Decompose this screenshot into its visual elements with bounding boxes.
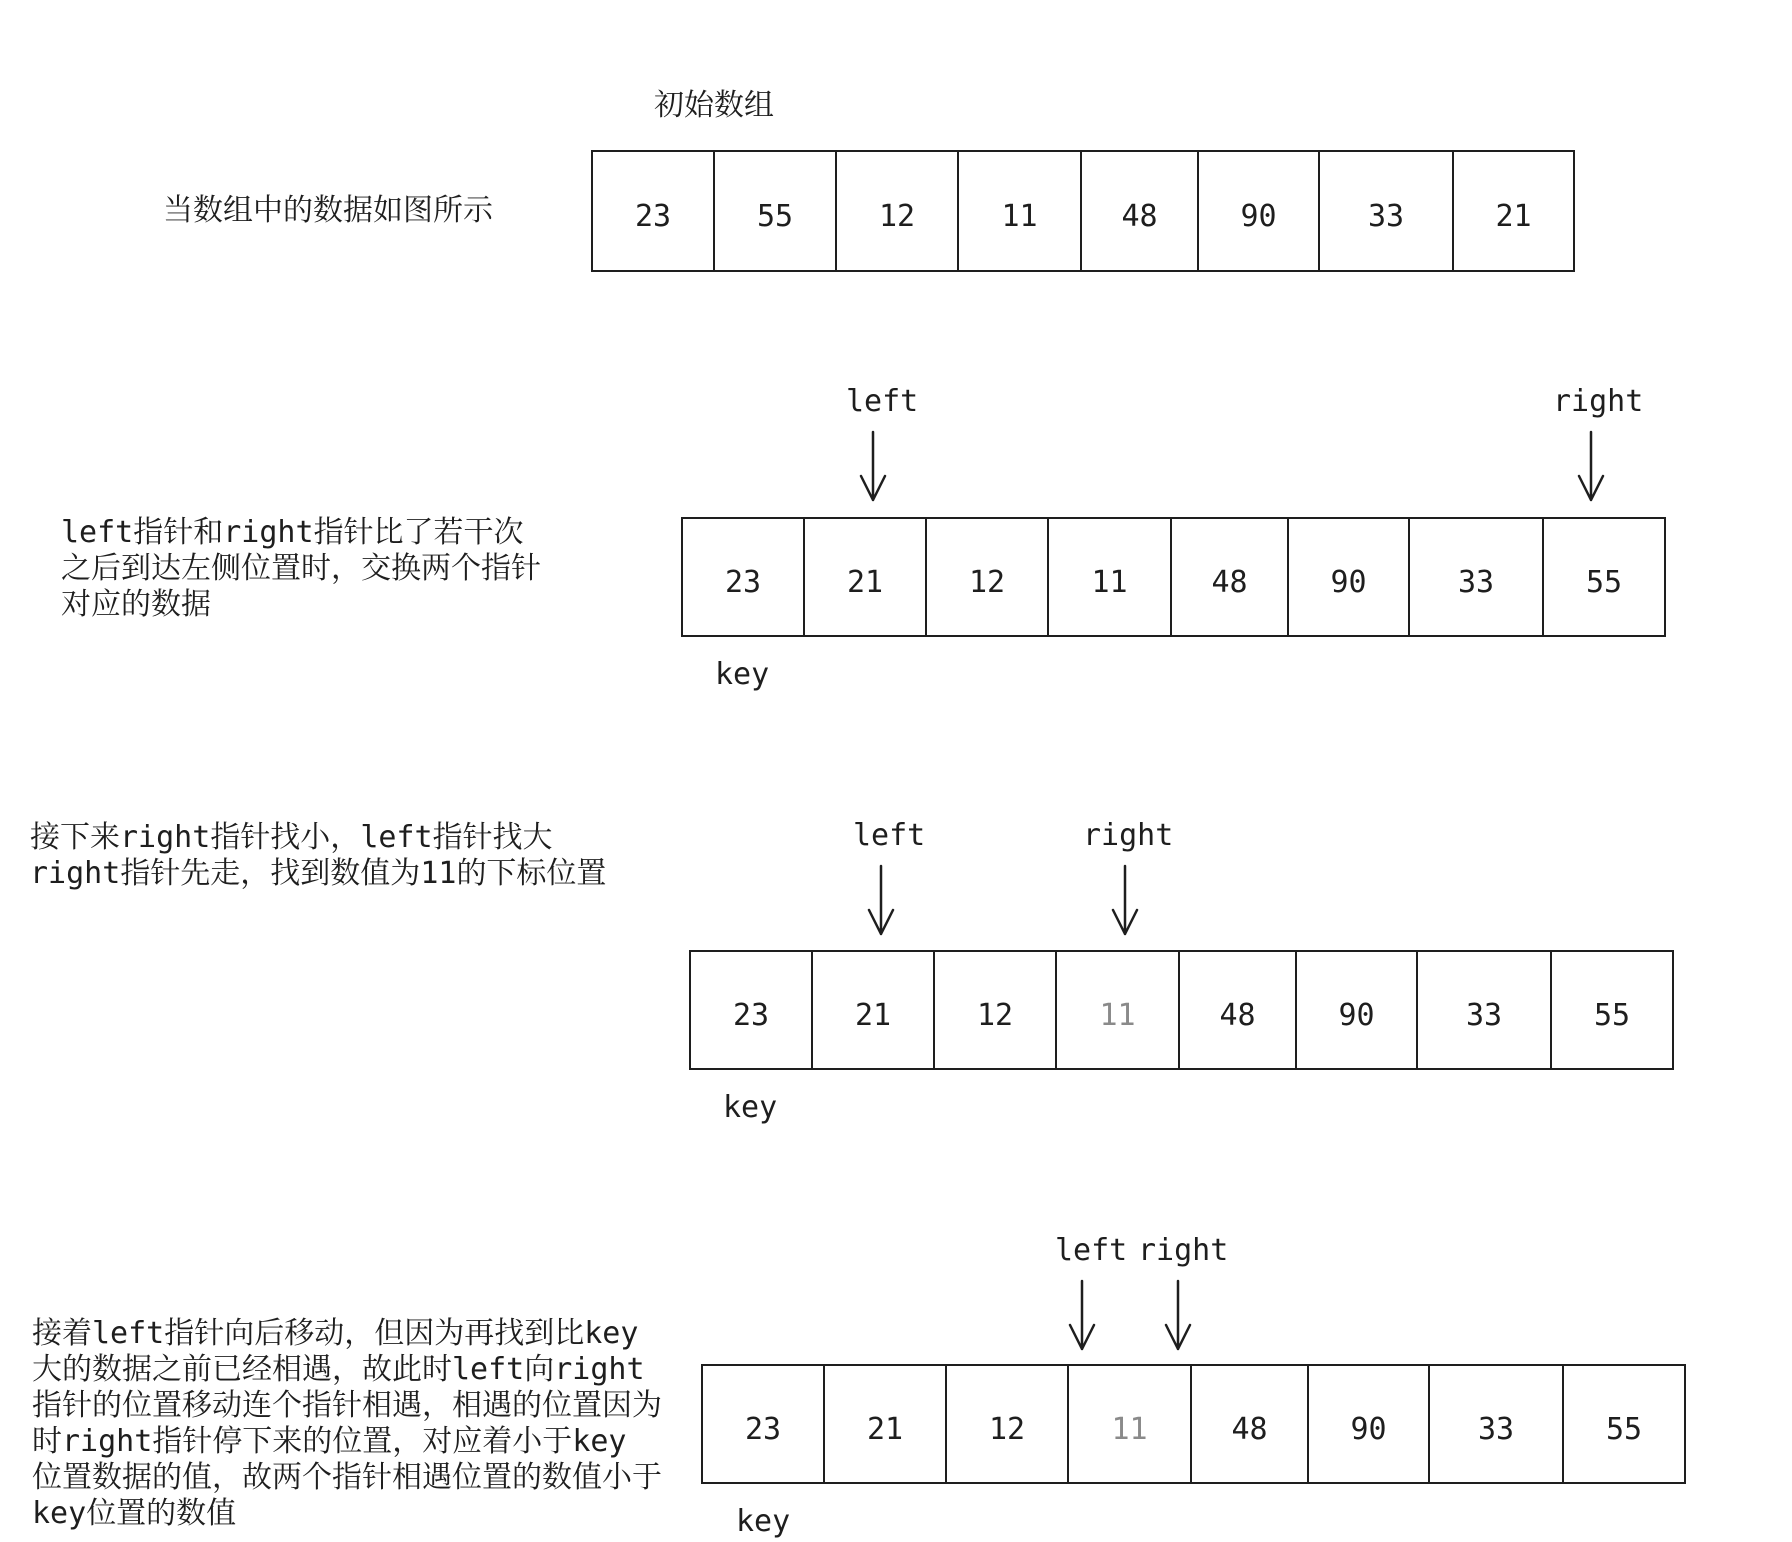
array-cell: 33 bbox=[1428, 1364, 1564, 1484]
array-cell: 55 bbox=[1542, 517, 1666, 637]
array-cell: 90 bbox=[1307, 1364, 1430, 1484]
right-pointer-arrow bbox=[1163, 1279, 1193, 1354]
array-cell: 21 bbox=[1452, 150, 1575, 272]
array-cell: 12 bbox=[933, 950, 1057, 1070]
array-cell: 21 bbox=[823, 1364, 947, 1484]
array-cell-highlighted: 11 bbox=[1055, 950, 1180, 1070]
step-3-description: 接下来right指针找小，left指针找大 right指针先走，找到数值为11的下标位置 bbox=[30, 820, 607, 891]
array-cell: 90 bbox=[1295, 950, 1418, 1070]
left-pointer-label: left bbox=[853, 818, 926, 853]
array-cell: 23 bbox=[591, 150, 715, 272]
array-cell: 48 bbox=[1190, 1364, 1309, 1484]
array-cell: 23 bbox=[689, 950, 813, 1070]
left-pointer-label: left bbox=[846, 384, 919, 419]
initial-array-title: 初始数组 bbox=[654, 88, 774, 123]
array-cell: 55 bbox=[713, 150, 837, 272]
array-cell: 21 bbox=[811, 950, 935, 1070]
key-label: key bbox=[723, 1090, 778, 1125]
array-cell: 33 bbox=[1318, 150, 1454, 272]
array-cell: 23 bbox=[701, 1364, 825, 1484]
right-pointer-label: right bbox=[1138, 1233, 1229, 1268]
array-cell: 21 bbox=[803, 517, 927, 637]
array-cell: 11 bbox=[957, 150, 1082, 272]
right-pointer-label: right bbox=[1553, 384, 1644, 419]
step-4-description: 接着left指针向后移动，但因为再找到比key 大的数据之前已经相遇，故此时left向right 指针的位置移动连个指针相遇，相遇的位置因为 时right指针停下来的位置，对应着小于key 位置数据的值，故两个指针相遇位置的数值小于 key位置的数值 bbox=[32, 1316, 662, 1531]
array-cell: 55 bbox=[1562, 1364, 1686, 1484]
array-cell: 12 bbox=[835, 150, 959, 272]
array-cell: 90 bbox=[1287, 517, 1410, 637]
left-pointer-arrow bbox=[866, 864, 896, 939]
key-label: key bbox=[715, 657, 770, 692]
array-cell: 12 bbox=[925, 517, 1049, 637]
step-1-description: 当数组中的数据如图所示 bbox=[163, 193, 493, 228]
array-cell: 48 bbox=[1178, 950, 1297, 1070]
key-label: key bbox=[736, 1504, 791, 1539]
array-cell: 33 bbox=[1416, 950, 1552, 1070]
array-cell: 48 bbox=[1170, 517, 1289, 637]
right-pointer-label: right bbox=[1083, 818, 1174, 853]
array-cell: 12 bbox=[945, 1364, 1069, 1484]
array-cell: 11 bbox=[1047, 517, 1172, 637]
left-pointer-arrow bbox=[858, 430, 888, 505]
array-cell: 23 bbox=[681, 517, 805, 637]
array-cell: 55 bbox=[1550, 950, 1674, 1070]
right-pointer-arrow bbox=[1110, 864, 1140, 939]
array-cell: 48 bbox=[1080, 150, 1199, 272]
array-cell-highlighted: 11 bbox=[1067, 1364, 1192, 1484]
array-cell: 33 bbox=[1408, 517, 1544, 637]
left-pointer-label: left bbox=[1055, 1233, 1128, 1268]
array-cell: 90 bbox=[1197, 150, 1320, 272]
step-2-description: left指针和right指针比了若干次 之后到达左侧位置时，交换两个指针 对应的数据 bbox=[61, 515, 541, 622]
left-pointer-arrow bbox=[1067, 1279, 1097, 1354]
right-pointer-arrow bbox=[1576, 430, 1606, 505]
